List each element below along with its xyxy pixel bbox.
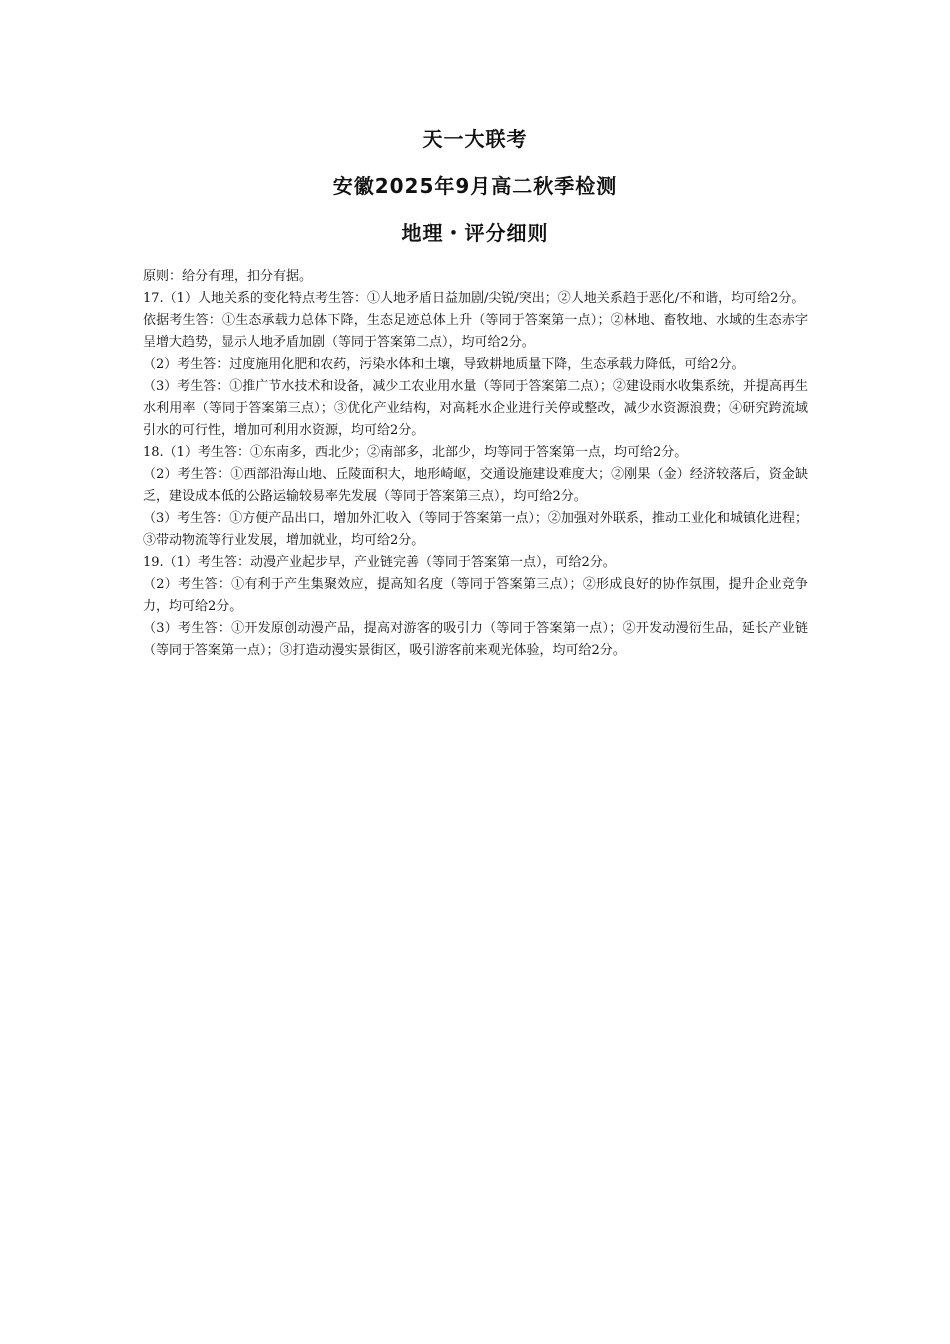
- q18-part3: （3）考生答：①方便产品出口，增加外汇收入（等同于答案第一点）；②加强对外联系，推动工业化和城镇化进程；③带动物流等行业发展，增加就业，均可给2分。: [143, 511, 808, 548]
- subject-title: 地理・评分细则: [401, 221, 549, 245]
- q17-part3: （3）考生答：①推广节水技术和设备，减少工农业用水量（等同于答案第二点）；②建设雨水收集系统，并提高再生水利用率（等同于答案第三点）；③优化产业结构，对高耗水企业进行关停或整改，减少水资源浪费；④研究跨流域引水的可行性，增加可利用水资源，均可给2分。: [143, 379, 808, 438]
- q17-part1-basis: 依据考生答：①生态承载力总体下降，生态足迹总体上升（等同于答案第一点）；②林地、畜牧地、水域的生态赤字呈增大趋势，显示人地矛盾加剧（等同于答案第二点），均可给2分。: [143, 313, 808, 350]
- q19-part3: （3）考生答：①开发原创动漫产品，提高对游客的吸引力（等同于答案第一点）；②开发动漫衍生品，延长产业链（等同于答案第一点）；③打造动漫实景街区，吸引游客前来观光体验，均可给2分。: [143, 621, 808, 658]
- document-header: [0, 125, 950, 247]
- q18-part2: （2）考生答：①西部沿海山地、丘陵面积大，地形崎岖，交通设施建设难度大；②刚果（金）经济较落后，资金缺乏，建设成本低的公路运输较易率先发展（等同于答案第三点），均可给2分。: [143, 467, 808, 504]
- q19-part1: 19.（1）考生答：动漫产业起步早，产业链完善（等同于答案第一点），可给2分。: [143, 555, 616, 570]
- q19-part2: （2）考生答：①有利于产生集聚效应，提高知名度（等同于答案第三点）；②形成良好的协作氛围，提升企业竞争力，均可给2分。: [143, 577, 808, 614]
- q18-part1: 18.（1）考生答：①东南多，西北少；②南部多，北部少，均等同于答案第一点，均可给2分。: [143, 445, 688, 460]
- exam-name-title: 安徽2025年9月高二秋季检测: [332, 174, 618, 198]
- q17-part2: （2）考生答：过度施用化肥和农药，污染水体和土壤，导致耕地质量下降，生态承载力降低，可给2分。: [143, 357, 745, 372]
- exam-organizer-title: 天一大联考: [422, 127, 528, 151]
- q17-part1: 17.（1）人地关系的变化特点考生答：①人地矛盾日益加剧/尖锐/突出；②人地关系趋于恶化/不和谐，均可给2分。: [143, 291, 805, 306]
- scoring-rules-body: [143, 266, 808, 662]
- scoring-principle: 原则：给分有理，扣分有据。: [143, 269, 313, 284]
